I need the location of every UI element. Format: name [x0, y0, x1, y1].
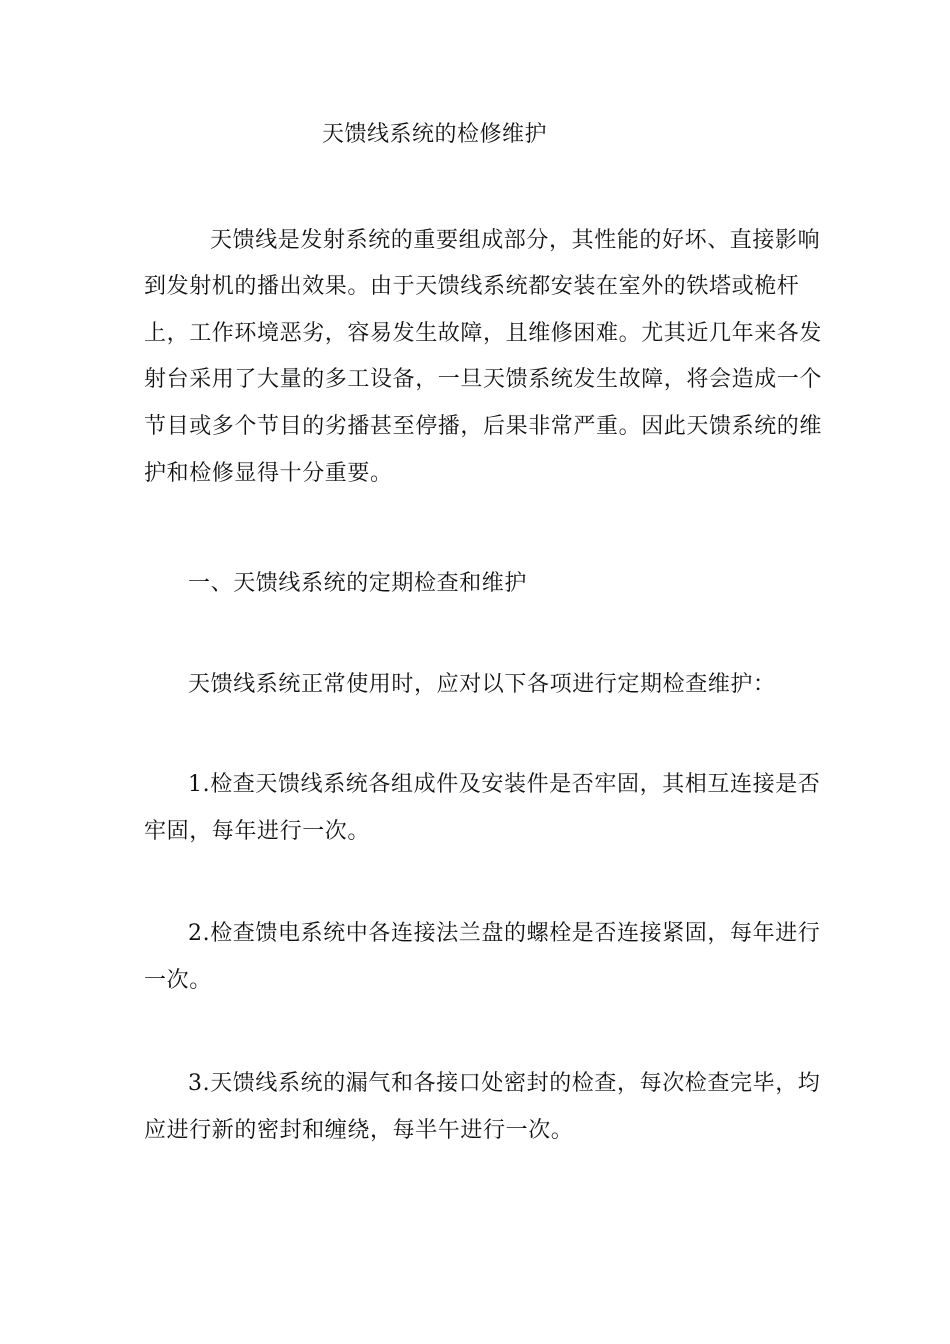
intro-line-6: 护和检修显得十分重要。	[144, 461, 393, 486]
list-item-3-line-1: 3.天馈线系统的漏气和各接口处密封的检查，每次检查完毕，均	[188, 1071, 821, 1096]
intro-line-4: 射台采用了大量的多工设备，一旦天馈系统发生故障，将会造成一个	[144, 367, 823, 392]
list-item-2-line-2: 一次。	[144, 968, 212, 993]
section-intro: 天馈线系统正常使用时，应对以下各项进行定期检查维护：	[188, 672, 776, 697]
section-heading: 一、天馈线系统的定期检查和维护	[188, 571, 528, 596]
list-item-3-line-2: 应进行新的密封和缠绕，每半午进行一次。	[144, 1118, 574, 1143]
list-item-2-line-1: 2.检查馈电系统中各连接法兰盘的螺栓是否连接紧固，每年进行	[188, 921, 821, 946]
list-item-1-line-2: 牢固，每年进行一次。	[144, 819, 371, 844]
intro-line-1: 天馈线是发射系统的重要组成部分，其性能的好坏、直接影响	[210, 228, 821, 253]
intro-line-2: 到发射机的播出效果。由于天馈线系统都安装在室外的铁塔或桅杆	[144, 274, 800, 299]
document-title: 天馈线系统的检修维护	[322, 122, 548, 147]
list-item-1-line-1: 1.检查天馈线系统各组成件及安装件是否牢固，其相互连接是否	[188, 772, 821, 797]
intro-line-3: 上，工作环境恶劣，容易发生故障，且维修困难。尤其近几年来各发	[144, 321, 823, 346]
intro-line-5: 节目或多个节目的劣播甚至停播，后果非常严重。因此天馈系统的维	[144, 414, 823, 439]
